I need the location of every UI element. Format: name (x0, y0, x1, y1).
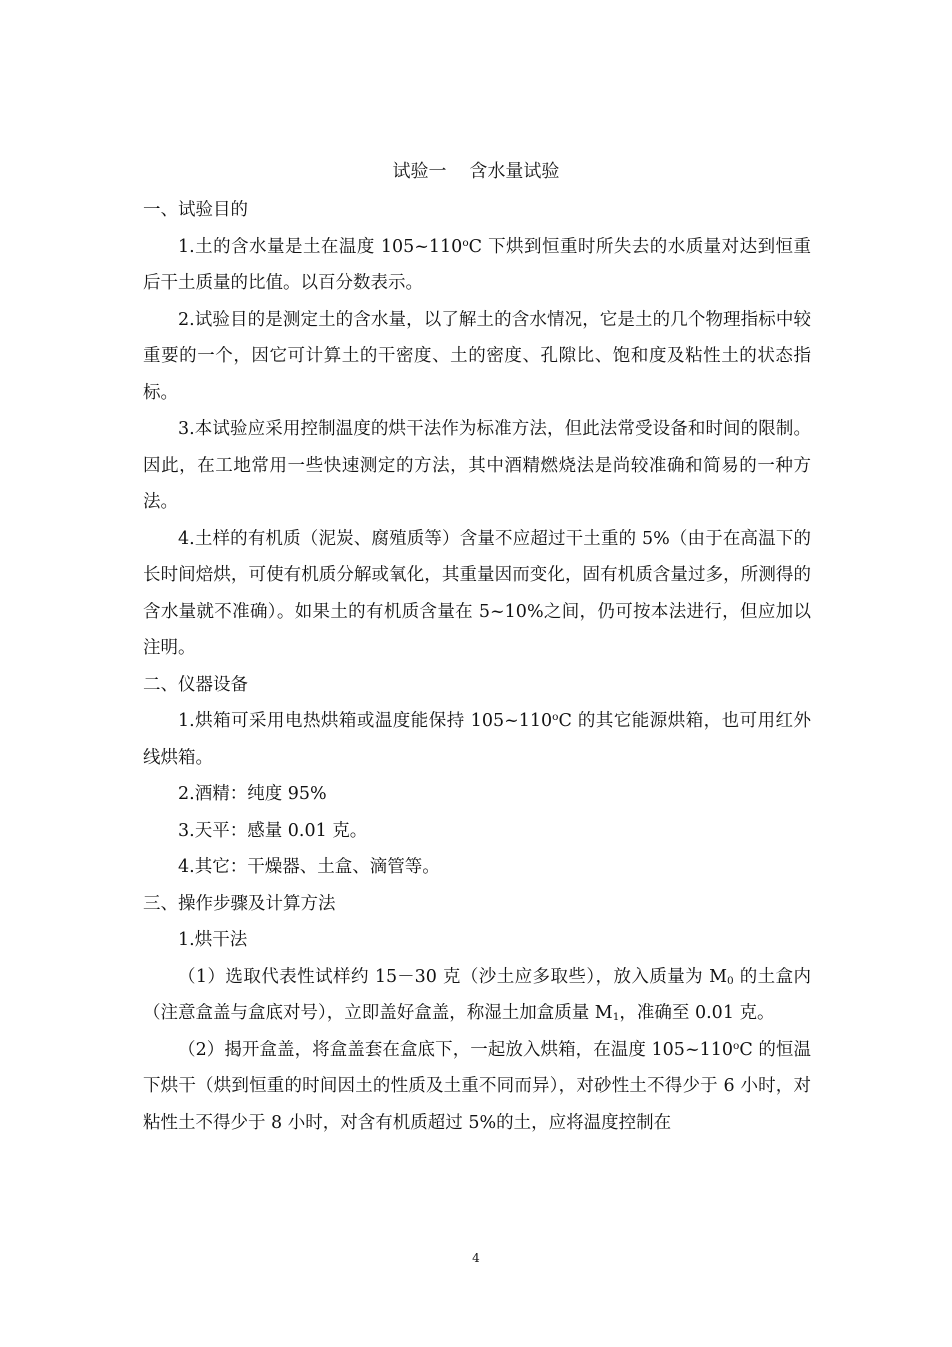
step1-text-c: ，准确至 0.01 克。 (619, 1003, 775, 1023)
subscript-1: 1 (612, 1011, 620, 1024)
section-heading-equipment: 二、仪器设备 (143, 674, 248, 695)
step2-text-b: C 的恒温下烘干（烘到恒重的时间因土的性质及土重不同而异），对砂性土不得少于 6 小时，对粘性土不得少于 8 小时，对含有机质超过 5%的土，应将温度控制在 (143, 1039, 811, 1133)
page-title: 试验一 含水量试验 (392, 161, 560, 182)
purpose-paragraph-2: 2.试验目的是测定土的含水量，以了解土的含水情况，它是土的几个物理指标中较重要的一个，因它可计算土的干密度、土的密度、孔隙比、饱和度及粘性土的状态指标。 (143, 309, 811, 403)
subscript-0: 0 (727, 974, 734, 987)
equipment-paragraph-4: 4.其它：干燥器、土盒、滴管等。 (178, 857, 440, 877)
equipment-p1-text-a: 1.烘箱可采用电热烘箱或温度能保持 105~110 (178, 711, 553, 731)
step1-text-b: 的土盒内（注意盒盖与盒底对号），立即盖好盒盖，称湿土加盒质量 M (143, 966, 812, 1023)
procedure-step-2 (143, 1032, 811, 1142)
equipment-paragraph-2: 2.酒精：纯度 95% (178, 784, 327, 804)
procedure-method-heading: 1.烘干法 (178, 930, 248, 950)
step2-text-a: （2）揭开盒盖，将盒盖套在盒底下，一起放入烘箱，在温度 105~110 (178, 1039, 734, 1060)
degree-superscript: o (462, 236, 469, 249)
section-heading-purpose: 一、试验目的 (143, 200, 248, 220)
degree-superscript: o (733, 1039, 740, 1052)
procedure-step-1 (143, 959, 811, 1032)
purpose-p1-text-b: C 下烘到恒重时所失去的水质量对达到恒重后干土质量的比值。以百分数表示。 (143, 236, 811, 293)
purpose-paragraph-4: 4.土样的有机质（泥炭、腐殖质等）含量不应超过干土重的 5%（由于在高温下的长时间焙烘，可使有机质分解或氧化，其重量因而变化，固有机质含量过多，所测得的含水量就不准确）。如果土的有机质含量在 5~10%之间，仍可按本法进行，但应加以注明。 (143, 528, 811, 658)
step1-text-a: （1）选取代表性试样约 15－30 克（沙土应多取些），放入质量为 M (178, 966, 728, 987)
degree-superscript: o (552, 711, 559, 724)
purpose-p1-text-a: 1.土的含水量是土在温度 105~110 (178, 236, 463, 257)
purpose-paragraph-1 (143, 229, 811, 302)
equipment-paragraph-1 (143, 703, 811, 776)
document-body (143, 192, 811, 1141)
purpose-paragraph-3: 3.本试验应采用控制温度的烘干法作为标准方法，但此法常受设备和时间的限制。因此，在工地常用一些快速测定的方法，其中酒精燃烧法是尚较准确和简易的一种方法。 (143, 419, 811, 512)
equipment-p1-text-b: C 的其它能源烘箱，也可用红外线烘箱。 (143, 711, 811, 768)
section-heading-procedure: 三、操作步骤及计算方法 (143, 893, 336, 914)
equipment-paragraph-3: 3.天平：感量 0.01 克。 (178, 820, 368, 841)
page-number: 4 (472, 1251, 480, 1265)
